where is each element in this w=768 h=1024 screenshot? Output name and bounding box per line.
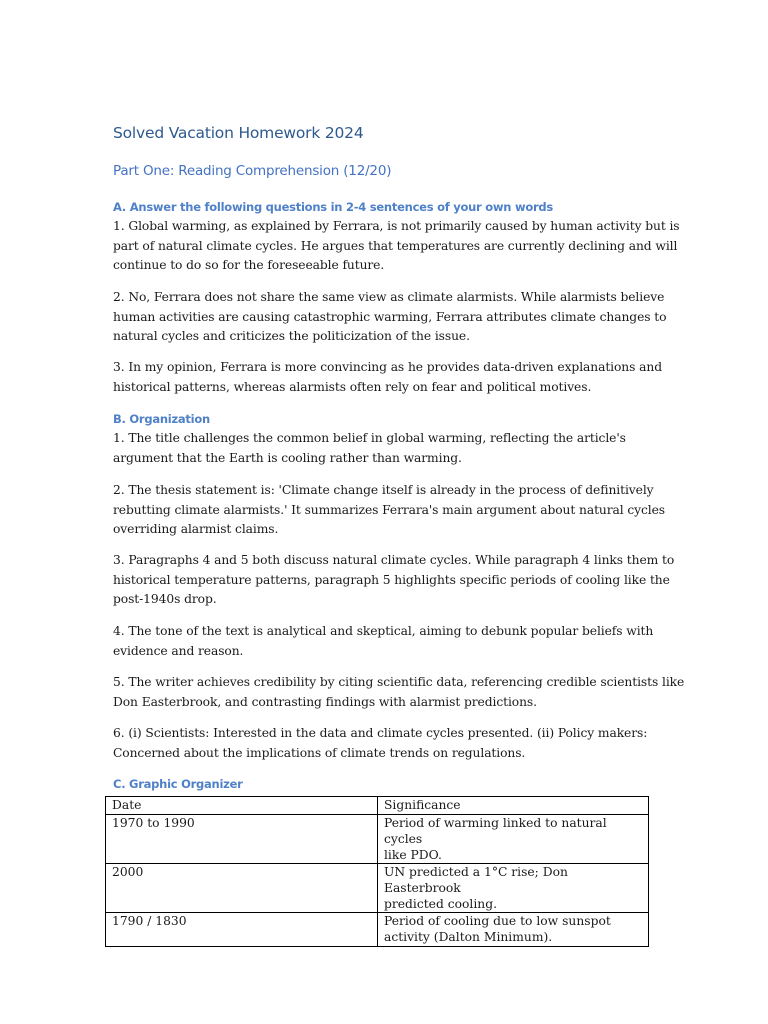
part-one-heading: Part One: Reading Comprehension (12/20) <box>113 163 392 179</box>
graphic-organizer-table <box>105 796 649 947</box>
date-cell: 1790 / 1830 <box>106 913 378 947</box>
date-cell: 1970 to 1990 <box>106 815 378 864</box>
answer-b3: 3. Paragraphs 4 and 5 both discuss natural climate cycles. While paragraph 4 links them to historical temperature patterns, paragraph 5 highlights specific periods of cooling like the post-1940s drop. <box>113 553 675 606</box>
section-b-heading: B. Organization <box>113 412 210 426</box>
significance-cell: Period of warming linked to natural cycles like PDO. <box>378 815 649 864</box>
significance-cell: Period of cooling due to low sunspot activity (Dalton Minimum). <box>378 913 649 947</box>
answer-b1: 1. The title challenges the common belief in global warming, reflecting the article's argument that the Earth is cooling rather than warming. <box>113 431 626 465</box>
table-row <box>106 864 649 913</box>
section-c-heading: C. Graphic Organizer <box>113 777 243 791</box>
column-header-date: Date <box>106 797 378 815</box>
answer-a2: 2. No, Ferrara does not share the same view as climate alarmists. While alarmists believe human activities are causing catastrophic warming, Ferrara attributes climate changes to natural cycles and criticizes the politicization of the issue. <box>113 290 667 343</box>
table-header-row <box>106 797 649 815</box>
column-header-significance: Significance <box>378 797 649 815</box>
table-row <box>106 913 649 947</box>
answer-b5: 5. The writer achieves credibility by citing scientific data, referencing credible scientists like Don Easterbrook, and contrasting findings with alarmist predictions. <box>113 675 685 709</box>
answer-b4: 4. The tone of the text is analytical and skeptical, aiming to debunk popular beliefs with evidence and reason. <box>113 624 654 658</box>
table-row <box>106 815 649 864</box>
answer-b2: 2. The thesis statement is: 'Climate change itself is already in the process of definitively rebutting climate alarmists.' It summarizes Ferrara's main argument about natural cycles overriding alarmist claims. <box>113 483 666 536</box>
significance-cell: UN predicted a 1°C rise; Don Easterbrook predicted cooling. <box>378 864 649 913</box>
answer-b6: 6. (i) Scientists: Interested in the data and climate cycles presented. (ii) Policy makers: Concerned about the implications of climate trends on regulations. <box>113 726 648 760</box>
date-cell: 2000 <box>106 864 378 913</box>
answer-a1: 1. Global warming, as explained by Ferrara, is not primarily caused by human activity but is part of natural climate cycles. He argues that temperatures are currently declining and will continue to do so for the foreseeable future. <box>113 219 680 272</box>
document-title: Solved Vacation Homework 2024 <box>113 124 364 142</box>
section-a-heading: A. Answer the following questions in 2-4 sentences of your own words <box>113 200 553 214</box>
answer-a3: 3. In my opinion, Ferrara is more convincing as he provides data-driven explanations and historical patterns, whereas alarmists often rely on fear and political motives. <box>113 360 662 394</box>
